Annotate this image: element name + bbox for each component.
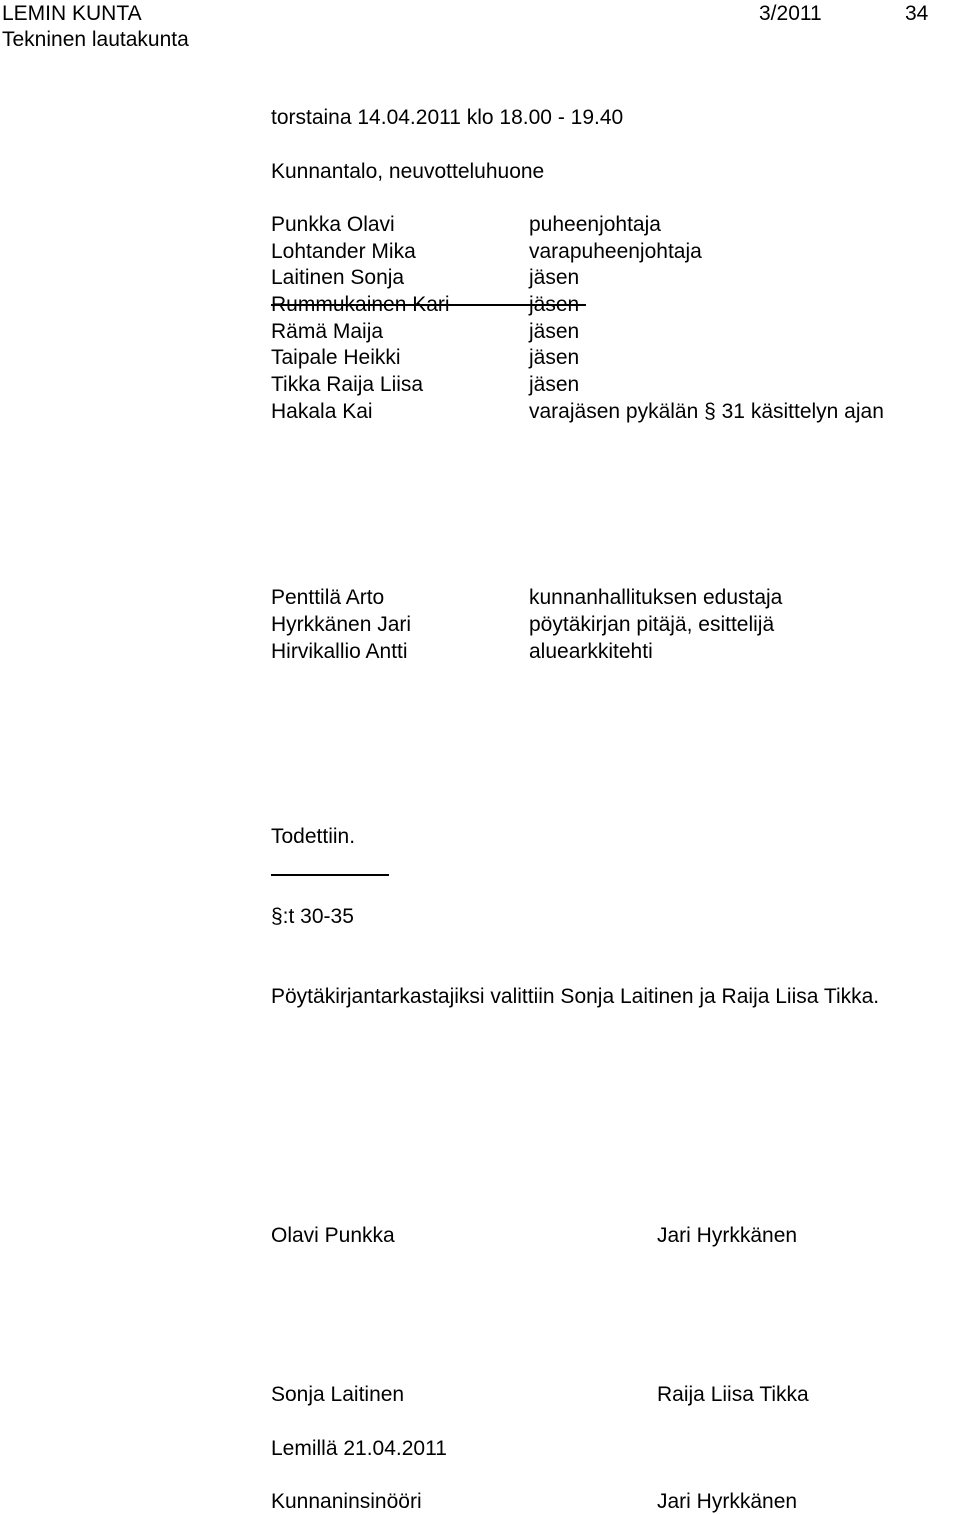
issue-number: 3/2011 — [759, 2, 822, 25]
attendee-role: pöytäkirjan pitäjä, esittelijä — [529, 613, 775, 636]
committee-name: Tekninen lautakunta — [2, 28, 189, 51]
certifier-name: Jari Hyrkkänen — [657, 1490, 798, 1513]
member-name: Hakala Kai — [271, 400, 373, 423]
member-name: Rämä Maija — [271, 320, 384, 343]
inspectors-statement: Pöytäkirjantarkastajiksi valittiin Sonja Laitinen ja Raija Liisa Tikka. — [271, 985, 880, 1008]
member-role: varapuheenjohtaja — [529, 240, 702, 263]
member-role: jäsen — [529, 266, 580, 289]
member-role: jäsen — [529, 373, 580, 396]
certifier-title: Kunnaninsinööri — [271, 1490, 422, 1513]
member-name: Taipale Heikki — [271, 346, 401, 369]
attendee-role: aluearkkitehti — [529, 640, 653, 663]
attendee-name: Hirvikallio Antti — [271, 640, 408, 663]
member-name: Punkka Olavi — [271, 213, 395, 236]
member-name: Tikka Raija Liisa — [271, 373, 424, 396]
member-role: jäsen — [529, 346, 580, 369]
page-number: 34 — [905, 2, 929, 25]
member-name: Rummukainen Kari — [271, 293, 450, 316]
section-divider — [271, 874, 389, 876]
signature-chair: Olavi Punkka — [271, 1224, 395, 1247]
member-role: jäsen — [529, 293, 580, 316]
attendee-name: Hyrkkänen Jari — [271, 613, 412, 636]
member-role: varajäsen pykälän § 31 käsittelyn ajan — [529, 400, 884, 423]
member-role: puheenjohtaja — [529, 213, 661, 236]
signature-inspector-2: Raija Liisa Tikka — [657, 1383, 809, 1406]
member-name: Laitinen Sonja — [271, 266, 405, 289]
sections-label: §:t 30-35 — [271, 905, 354, 928]
attendee-name: Penttilä Arto — [271, 586, 385, 609]
member-role: jäsen — [529, 320, 580, 343]
attendee-role: kunnanhallituksen edustaja — [529, 586, 783, 609]
strikethrough-line — [271, 304, 586, 306]
legality-statement: Todettiin. — [271, 825, 356, 848]
place-date: Lemillä 21.04.2011 — [271, 1437, 447, 1460]
organization-name: LEMIN KUNTA — [2, 2, 142, 25]
member-name: Lohtander Mika — [271, 240, 416, 263]
signature-secretary: Jari Hyrkkänen — [657, 1224, 798, 1247]
meeting-place: Kunnantalo, neuvotteluhuone — [271, 160, 545, 183]
meeting-time: torstaina 14.04.2011 klo 18.00 - 19.40 — [271, 106, 624, 129]
signature-inspector-1: Sonja Laitinen — [271, 1383, 405, 1406]
